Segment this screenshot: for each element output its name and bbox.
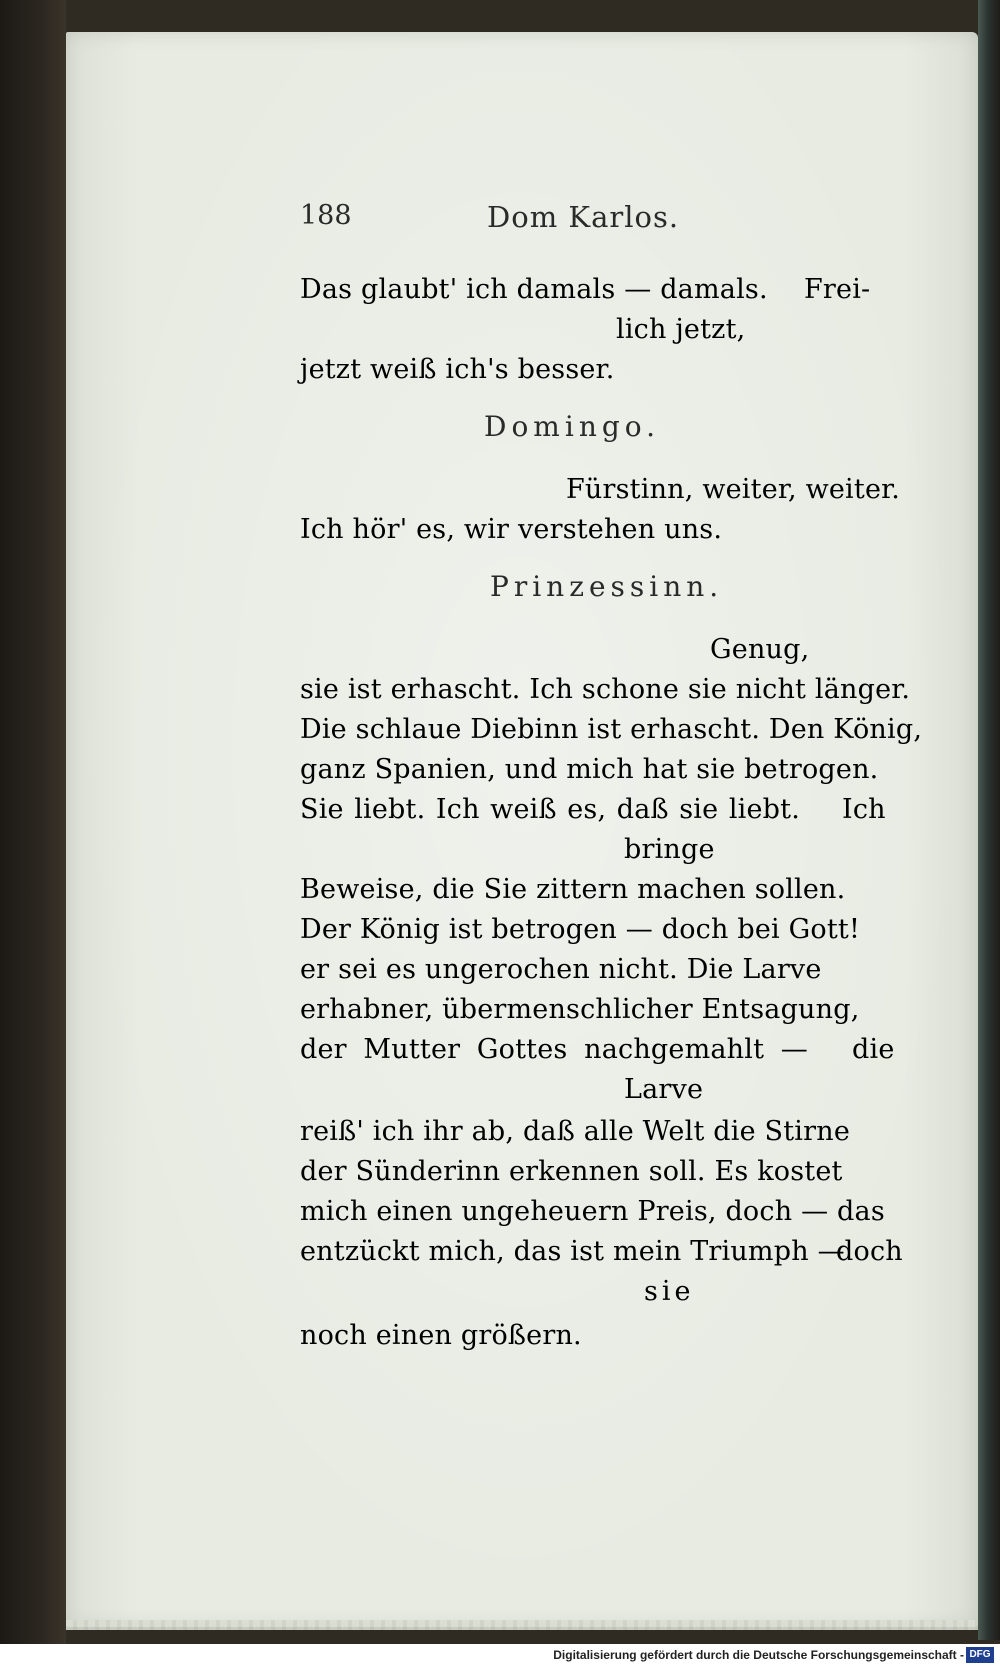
text-line-12: Beweise, die Sie zittern machen sollen. [300, 874, 846, 905]
text-line-21: entzückt mich, das ist mein Triumph — [300, 1236, 845, 1267]
footer-credit: Digitalisierung gefördert durch die Deutsche Forschungsgemeinschaft - [553, 1648, 964, 1662]
text-line-3: jetzt weiß ich's besser. [300, 354, 615, 385]
text-line-4: Fürstinn, weiter, weiter. [566, 474, 901, 505]
text-line-22: sie [644, 1276, 695, 1307]
text-line-2: lich jetzt, [616, 314, 746, 345]
dfg-logo-icon: DFG [966, 1647, 994, 1663]
text-line-23: noch einen größern. [300, 1320, 582, 1351]
text-line-13: Der König ist betrogen — doch bei Gott! [300, 914, 861, 945]
text-line-1: Das glaubt' ich damals — damals. [300, 274, 768, 305]
text-line-18: reiß' ich ihr ab, daß alle Welt die Stirne [300, 1116, 851, 1147]
text-line-10: Sie liebt. Ich weiß es, daß sie liebt. [300, 794, 800, 825]
page-deckle-edge [66, 1620, 978, 1630]
text-line-9: ganz Spanien, und mich hat sie betrogen. [300, 754, 879, 785]
text-line-15: erhabner, übermenschlicher Entsagung, [300, 994, 860, 1025]
text-line-7: sie ist erhascht. Ich schone sie nicht länger. [300, 674, 911, 705]
speaker-domingo: Domingo. [484, 410, 661, 443]
text-line-16: der Mutter Gottes nachgemahlt — [300, 1034, 808, 1065]
book-binding-right [978, 0, 1000, 1640]
text-line-17: Larve [624, 1074, 704, 1105]
text-line-21-end: doch [836, 1236, 903, 1267]
text-line-11: bringe [624, 834, 715, 865]
text-line-19: der Sünderinn erkennen soll. Es kostet [300, 1156, 843, 1187]
speaker-prinzessinn: Prinzessinn. [490, 570, 724, 603]
text-line-14: er sei es ungerochen nicht. Die Larve [300, 954, 822, 985]
text-line-6: Genug, [710, 634, 810, 665]
running-title: Dom Karlos. [487, 200, 680, 234]
text-line-20: mich einen ungeheuern Preis, doch — das [300, 1196, 885, 1227]
page-number: 188 [300, 200, 352, 231]
text-line-5: Ich hör' es, wir verstehen uns. [300, 514, 723, 545]
text-line-16-end: die [852, 1034, 895, 1065]
book-binding-left [0, 0, 66, 1670]
text-line-1-hyphen: Frei- [804, 274, 871, 305]
text-line-10-end: Ich [842, 794, 886, 825]
text-line-8: Die schlaue Diebinn ist erhascht. Den König, [300, 714, 923, 745]
